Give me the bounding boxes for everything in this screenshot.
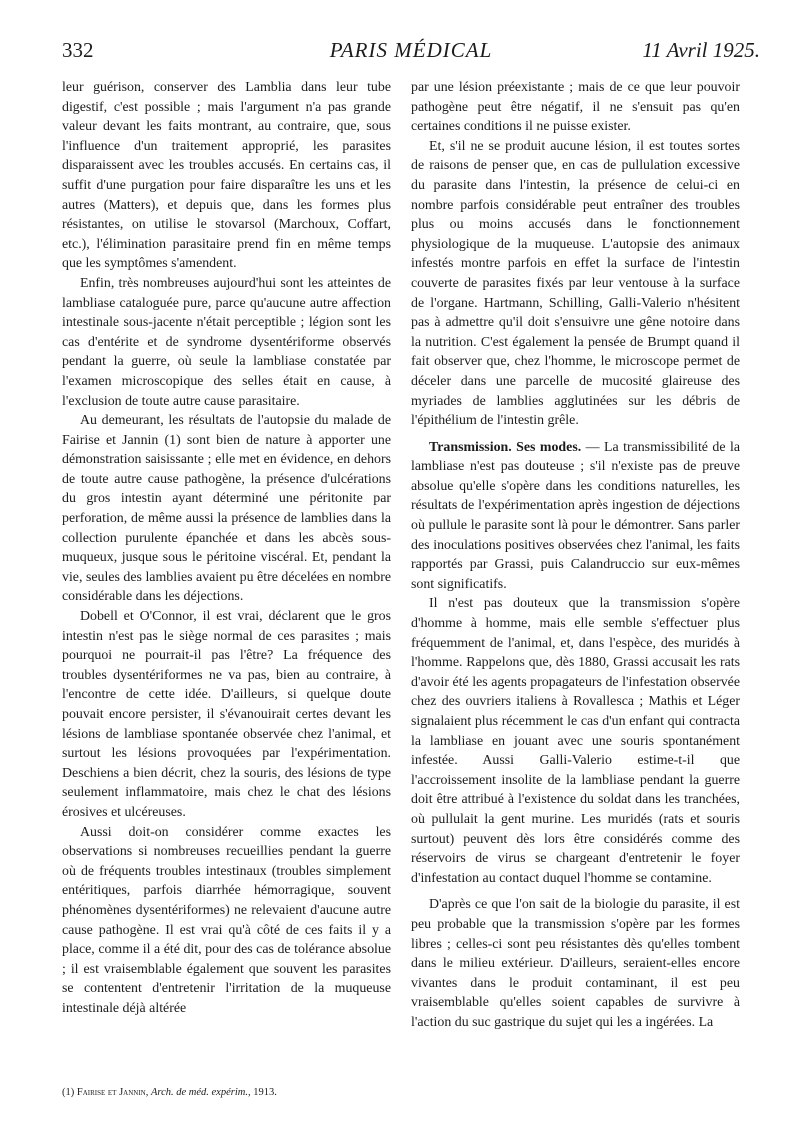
issue-date: 11 Avril 1925. xyxy=(642,38,760,62)
paragraph: Au demeurant, les résultats de l'autopsie du malade de Fairise et Jannin (1) sont bien de nature à apporter une démonstration saisissante ; elle met en évidence, en dehors de toute autre cause pathogène, la présence d'ulcérations du gros intestin ayant déterminé une péritonite par perforation, de même aussi la présence de lamblies dans la collection purulente épanchée et dans les abcès sous-muqueux, jusque sous le péritoine viscéral. Et, pendant la vie, seules des lamblies avaient pu être décelées en nombre considérable dans les déjections. xyxy=(62,413,391,605)
footnote-marker: (1) xyxy=(62,1087,75,1098)
paragraph: Enfin, très nombreuses aujourd'hui sont les atteintes de lambliase cataloguée pure, parce qu'aucune autre affection intestinale sous-jacente n'était perceptible ; légion sont les cas d'entérite et de syndrome dysentériforme observés pendant la guerre, où seule la lambliase constatée par l'examen microscopique des selles était en cause, à l'exclusion de toute autre cause parasitaire. xyxy=(62,275,391,409)
footnote xyxy=(62,1086,391,1100)
paragraph: leur guérison, conserver des Lamblia dans leur tube digestif, c'est possible ; mais l'argument n'a pas grande valeur devant les faits montrant, au contraire, que, sous l'influence d'un traitement approprié, les parasites disparaissent avec les troubles accusés. En certains cas, il suffit d'une purgation pour faire disparaître les uns et les autres (Matters), et depuis que, dans les formes plus résistantes, on utilise le stovarsol (Marchoux, Coffart, etc.), l'élimination parasitaire prend fin en même temps que les symptômes s'amendent. xyxy=(62,80,391,272)
section-heading: Transmission. Ses modes. xyxy=(429,439,582,455)
paragraph: Et, s'il ne se produit aucune lésion, il est toutes sortes de raisons de penser que, en cas de pullulation excessive du parasite dans l'intestin, la présence de celui-ci en nombre parfois considérable peut entraîner des troubles plus ou moins accusés dans le fonctionnement physiologique de la muqueuse. L'autopsie des animaux infestés montre parfois en effet la surface de l'intestin couverte de parasites fixés par leur ventouse à la surface de l'organe. Hartmann, Schilling, Galli-Valerio n'hésitent pas à admettre qu'il doit s'ensuivre une gêne notoire dans la nutrition. C'est également la pensée de Brumpt quand il fait observer que, chez l'homme, le microscope permet de déceler dans une parcelle de mucosité glaireuse des myriades de lamblies agglutinées sur les débris de l'épithélium de l'intestin grêle. xyxy=(411,138,740,429)
section-paragraph xyxy=(411,438,740,595)
paragraph: D'après ce que l'on sait de la biologie du parasite, il est peu probable que la transmission s'opère par les formes libres ; celles-ci sont peu résistantes dès qu'elles tombent dans le milieu extérieur. D'ailleurs, seraient-elles encore vivantes dans le produit contaminant, il est peu vraisemblable qu'elles soient capables de survivre à l'action du suc gastrique du sujet qui les a ingérées. La xyxy=(411,897,740,1030)
footnote-year: 1913. xyxy=(253,1087,277,1098)
paragraph: par une lésion préexistante ; mais de ce que leur pouvoir pathogène peut être négatif, il ne s'ensuit pas qu'en certaines conditions il ne puisse exister. xyxy=(411,80,740,135)
running-header xyxy=(62,38,760,68)
right-column xyxy=(411,78,740,1128)
paragraph: Aussi doit-on considérer comme exactes les observations si nombreuses recueillies pendant la guerre où de fréquents troubles intestinaux (troubles simplement entéritiques, parfois diarrhée hémorragique, souvent phénomènes dysentériformes) ne relevaient d'aucune autre cause pathogène. Il est vrai qu'à côté de ces faits il y a place, comme il a été dit, pour des cas de tolérance absolue ; il est vraisemblable également que souvent les parasites se contentent d'entretenir l'irritation de la muqueuse intestinale déjà altérée xyxy=(62,824,391,1016)
paragraph: Il n'est pas douteux que la transmission s'opère d'homme à homme, mais elle semble s'effectuer plus fréquemment de l'animal, et, dans l'espèce, des muridés à l'homme. Rappelons que, dès 1880, Grassi accusait les rats d'avoir été les agents propagateurs de l'infestation observée chez des ouvriers italiens à Rovallesca ; Mathis et Léger signalaient plus récemment le cas d'un enfant qui contracta la lambliase en jouant avec une souris spontanément infestée. Aussi Galli-Valerio estime-t-il que l'accroissement insolite de la lambliase pendant la guerre doit être attribué à l'existence du soldat dans les tranchées, où pullulait la gent murine. Les muridés (rats et souris surtout) peuvent dès lors être considérés comme des réservoirs de virus se chargeant d'entretenir le foyer d'infestation au contact duquel l'homme se contamine. xyxy=(411,596,740,886)
journal-title: PARIS MÉDICAL xyxy=(329,38,493,62)
section-text: — La transmissibilité de la lambliase n'est pas douteuse ; s'il n'existe pas de preuve absolue qu'elle s'opère dans les conditions naturelles, les résultats de l'expérimentation après ingestion de déjections où pullule le parasite sont là pour le démontrer. Sans parler des inoculations positives observées chez l'animal, les faits rapportés par Grassi, puis Calandruccio sur eux-mêmes sont significatifs. xyxy=(411,439,740,592)
footnote-authors: Fairise et Jannin, xyxy=(76,1087,149,1098)
footnote-journal: Arch. de méd. expérim., xyxy=(150,1087,251,1098)
page-number: 332 xyxy=(62,38,94,62)
left-column xyxy=(62,78,391,1128)
paragraph: Dobell et O'Connor, il est vrai, déclarent que le gros intestin n'est pas le siège normal de ces parasites ; mais pourquoi ne pourrait-il pas l'être? La fréquence des troubles dysentériformes ne va pas, bien au contraire, à l'encontre de cette idée. D'ailleurs, si quelque doute pouvait encore persister, il s'évanouirait certes devant les lésions de lambliase spontanée observée chez l'animal, et surtout les lésions provoquées par l'expérimentation. Deschiens a bien décrit, chez la souris, des lésions de type seulement inflammatoire, mais chez le chat des lésions érosives et ulcéreuses. xyxy=(62,609,391,820)
